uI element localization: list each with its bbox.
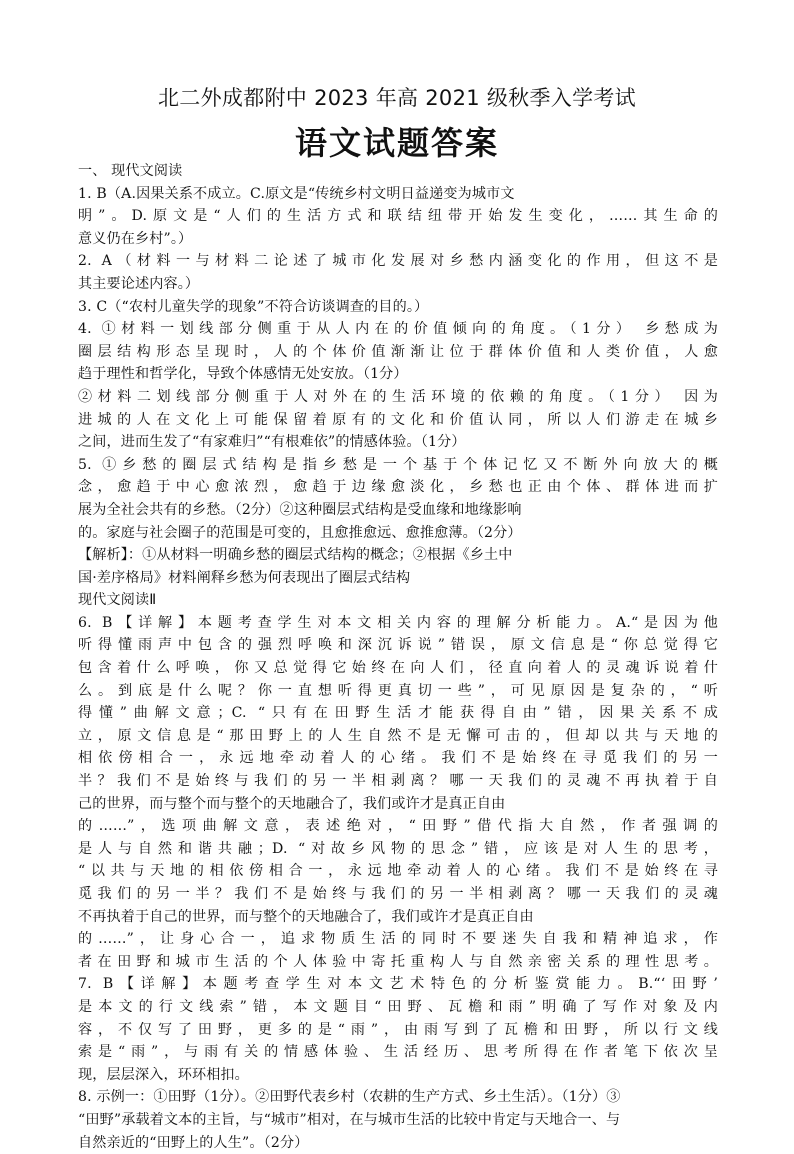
answer-line: 么。到底是什么呢？你一直想听得更真切一些”，可见原因是复杂的，“听 [78,682,718,699]
answer-line: 2. A（材料一与材料二论述了城市化发展对乡愁内涵变化的作用，但这不是 [78,253,718,270]
answer-line: 意义仍在乡村”。） [78,230,193,247]
answer-line: 半？我们不是始终与我们的另一半相剥离？哪一天我们的灵魂不再执着于自 [78,773,718,790]
answer-line: 3. C（“农村儿童失学的现象”不符合访谈调查的目的。） [78,298,429,315]
answer-line: 得懂”曲解文意；C. “只有在田野生活才能获得自由”错，因果关系不成 [78,705,718,722]
answer-line: 明”。D.原文是“人们的生活方式和联结纽带开始发生变化，……其生命的 [78,208,718,225]
answer-line: 1. B（A.因果关系不成立。C.原文是“传统乡村文明日益递变为城市文 [78,185,515,202]
answer-line: 4. ①材料一划线部分侧重于从人内在的价值倾向的角度。（1分） 乡愁成为 [78,321,718,338]
answer-line: 的……”，让身心合一，追求物质生活的同时不要迷失自我和精神追求，作 [78,931,718,948]
answer-line: 8. 示例一：①田野（1分）。②田野代表乡村（农耕的生产方式、乡土生活）。（1分）③ [78,1089,621,1106]
section-heading: 一、 现代文阅读 [78,163,183,179]
answer-line: 己的世界，而与整个而与整个的天地融合了，我们或许才是真正自由 [78,795,506,812]
answer-line: “田野”承载着文本的主旨，与“城市”相对，在与城市生活的比较中肯定与天地合一、与 [78,1111,621,1128]
answer-line: 自然亲近的“田野上的人生”。（2分） [78,1134,309,1151]
answer-line: 圈层结构形态呈现时，人的个体价值渐渐让位于群体价值和人类价值，人愈 [78,343,718,360]
answer-line: 听得懂雨声中包含的强烈呼唤和深沉诉说”错误，原文信息是“你总觉得它 [78,637,718,654]
answer-line: 立，原文信息是“那田野上的人生自然不是无懈可击的，但却以共与天地的 [78,727,718,744]
section-heading: 现代文阅读Ⅱ [78,592,157,609]
answer-line: 7. B【详解】本题考查学生对本文艺术特色的分析鉴赏能力。B.“‘田野’ [78,976,718,993]
answer-line: 【解析】：①从材料一明确乡愁的圈层式结构的概念；②根据《乡土中 [78,547,513,564]
answer-line: 包含着什么呼唤，你又总觉得它始终在向人们，径直向着人的灵魂诉说着什 [78,660,718,677]
answer-line: 容，不仅写了田野，更多的是“雨”，由雨写到了瓦檐和田野，所以行文线 [78,1021,718,1038]
answer-line: 5. ①乡愁的圈层式结构是指乡愁是一个基于个体记忆又不断外向放大的概 [78,456,718,473]
answer-line: “以共与天地的相依傍相合一，永远地牵动着人的心绪。我们不是始终在寻 [78,863,718,880]
answer-line: 念，愈趋于中心愈浓烈，愈趋于边缘愈淡化，乡愁也正由个体、群体进而扩 [78,479,718,496]
answer-line: 是人与自然和谐共融；D. “对故乡风物的思念”错，应该是对人生的思考， [78,840,718,857]
school-exam-heading: 北二外成都附中 2023 年高 2021 级秋季入学考试 [158,86,636,110]
answer-line: 的……”，选项曲解文意，表述绝对，“田野”借代指大自然，作者强调的 [78,818,718,835]
answer-line: ②材料二划线部分侧重于人对外在的生活环境的依赖的角度。（1分） 因为 [78,388,718,405]
answer-line: 之间，进而生发了“有家难归”“有根难依”的情感体验。（1分） [78,434,466,451]
answer-line: 的。家庭与社会圈子的范围是可变的，且愈推愈远、愈推愈薄。（2分） [78,524,522,541]
answer-line: 者在田野和城市生活的个人体验中寄托重构人与自然亲密关系的理性思考。 [78,953,718,970]
answer-line: 觅我们的另一半？我们不是始终与我们的另一半相剥离？哪一天我们的灵魂 [78,886,718,902]
page-title: 语文试题答案 [294,124,499,162]
answer-line: 不再执着于自己的世界，而与整个的天地融合了，我们或许才是真正自由 [78,908,534,925]
answer-line: 趋于理性和哲学化，导致个体感情无处安放。（1分） [78,366,408,383]
answer-line: 其主要论述内容。） [78,275,200,292]
answer-line: 6. B【详解】本题考查学生对本文相关内容的理解分析能力。A.“是因为他 [78,614,718,631]
answer-line: 索是“雨”，与雨有关的情感体验、生活经历、思考所得在作者笔下依次呈 [78,1044,718,1061]
answer-body [78,160,718,1154]
answer-line: 是本文的行文线索”错，本文题目“田野、瓦檐和雨”明确了写作对象及内 [78,998,718,1015]
answer-line: 相依傍相合一，永远地牵动着人的心绪。我们不是始终在寻觅我们的另一 [78,750,718,767]
answer-line: 现，层层深入，环环相扣。 [78,1066,249,1083]
answer-line: 国·差序格局》材料阐释乡愁为何表现出了圈层式结构 [78,569,411,586]
answer-line: 展为全社会共有的乡愁。（2分）②这种圈层式结构是受血缘和地缘影响 [78,501,522,518]
answer-line: 进城的人在文化上可能保留着原有的文化和价值认同，所以人们游走在城乡 [78,411,718,428]
